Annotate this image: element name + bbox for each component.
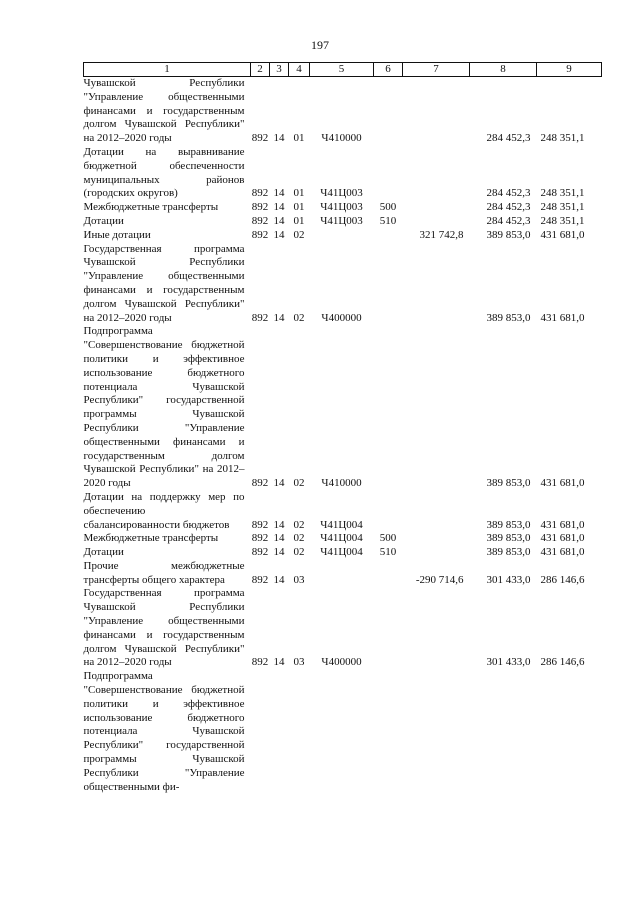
cell-name: Дотации [83,214,124,227]
table-row [84,215,602,229]
cell-subsection: 03 [293,573,305,586]
table-row [84,243,602,326]
cell-amount-7 [403,325,470,491]
cell-amount-8 [470,670,537,794]
column-header-8: 8 [470,63,537,77]
cell-amount-9: 431 681,0 [540,532,585,545]
cell-amount-7 [403,670,470,794]
cell-target-article [310,670,374,794]
cell-section: 14 [273,573,285,586]
cell-amount-8: 389 853,0 [486,518,531,531]
column-header-2: 2 [251,63,270,77]
column-header-3: 3 [270,63,289,77]
cell-target-article: Ч41Ц004 [320,532,363,545]
cell-amount-7 [403,146,470,201]
cell-amount-8: 284 452,3 [486,214,531,227]
cell-ministry: 892 [251,518,269,531]
cell-section: 14 [273,214,285,227]
cell-subsection: 01 [293,187,305,200]
cell-subsection: 02 [293,477,305,490]
table-body [84,77,602,795]
table-row [84,491,602,532]
cell-expense-type [374,229,403,243]
page-number: 197 [311,38,329,52]
cell-expense-type: 510 [379,214,397,227]
cell-name: Подпрограмма "Совершенствование бюджетной политики и эффективное использование бюджетного потенциала Чувашской Республики" государственной программы Чувашской Республики "Управление общественными фи- [83,670,245,793]
cell-subsection: 01 [293,201,305,214]
cell-amount-7 [403,587,470,670]
table-row [84,325,602,491]
cell-target-article: Ч400000 [321,656,362,669]
cell-amount-8: 284 452,3 [486,201,531,214]
cell-name: Дотации [83,546,124,559]
cell-section: 14 [273,656,285,669]
cell-expense-type [374,325,403,491]
cell-section: 14 [273,187,285,200]
column-header-7: 7 [403,63,470,77]
cell-section: 14 [273,477,285,490]
cell-target-article [310,229,374,243]
cell-name: Дотации на выравнивание бюджетной обеспеченности муниципальных районов (городских округов) [83,145,245,200]
cell-ministry: 892 [251,214,269,227]
cell-amount-8: 284 452,3 [486,132,531,145]
cell-target-article: Ч41Ц003 [320,201,363,214]
cell-expense-type: 510 [379,546,397,559]
cell-expense-type: 500 [379,201,397,214]
budget-table [83,62,602,794]
cell-amount-7 [403,546,470,560]
cell-subsection: 03 [293,656,305,669]
cell-ministry [251,670,270,794]
cell-subsection: 02 [293,546,305,559]
cell-amount-7 [403,77,470,146]
cell-expense-type [374,77,403,146]
cell-name: Подпрограмма "Совершенствование бюджетной политики и эффективное использование бюджетного потенциала Чувашской Республики" государственной программы Чувашской Республики "Управление общественными финансами и государственным долгом Чувашской Республики" на 2012–2020 годы [83,325,245,490]
cell-name: Прочие межбюджетные трансферты общего характера [83,559,245,586]
table-row [84,201,602,215]
cell-section [270,670,289,794]
cell-expense-type [374,587,403,670]
column-header-5: 5 [310,63,374,77]
cell-section: 14 [273,132,285,145]
cell-subsection: 02 [293,518,305,531]
cell-section: 14 [273,546,285,559]
cell-subsection [289,670,310,794]
table-row [84,146,602,201]
column-header-9: 9 [537,63,602,77]
cell-amount-8: 389 853,0 [486,311,531,324]
cell-ministry: 892 [251,187,269,200]
cell-expense-type [374,560,403,588]
cell-ministry: 892 [251,573,269,586]
cell-ministry: 892 [251,311,269,324]
cell-amount-9: 248 351,1 [540,132,585,145]
cell-amount-9: 431 681,0 [540,477,585,490]
cell-ministry: 892 [251,656,269,669]
cell-expense-type [374,670,403,794]
table-row [84,229,602,243]
cell-expense-type [374,146,403,201]
cell-amount-8: 301 433,0 [486,656,531,669]
cell-section: 14 [273,201,285,214]
cell-subsection: 02 [293,311,305,324]
cell-name: Иные дотации [83,228,151,241]
table-row [84,532,602,546]
cell-amount-7: 321 742,8 [419,228,464,241]
cell-expense-type: 500 [379,532,397,545]
cell-amount-9: 431 681,0 [540,546,585,559]
cell-amount-7 [403,201,470,215]
cell-expense-type [374,243,403,326]
cell-amount-9: 248 351,1 [540,214,585,227]
table-row [84,546,602,560]
cell-target-article: Ч41Ц004 [320,518,363,531]
cell-amount-7 [403,532,470,546]
table-row [84,77,602,146]
cell-expense-type [374,491,403,532]
table-row [84,670,602,794]
cell-section: 14 [273,228,285,241]
cell-target-article [310,560,374,588]
header-row [84,63,602,77]
cell-ministry: 892 [251,477,269,490]
cell-section: 14 [273,518,285,531]
column-header-4: 4 [289,63,310,77]
cell-amount-8: 284 452,3 [486,187,531,200]
cell-amount-9: 286 146,6 [540,573,585,586]
cell-name: Межбюджетные трансферты [83,201,219,214]
cell-subsection: 01 [293,132,305,145]
cell-amount-8: 389 853,0 [486,228,531,241]
cell-name: Государственная программа Чувашской Республики "Управление общественными финансами и государственным долгом Чувашской Республики" на 2012–2020 годы [83,242,245,324]
cell-amount-9: 431 681,0 [540,518,585,531]
cell-subsection: 02 [293,228,305,241]
table-header [84,63,602,77]
cell-target-article: Ч410000 [321,132,362,145]
cell-name: Межбюджетные трансферты [83,532,219,545]
column-header-6: 6 [374,63,403,77]
table-row [84,560,602,588]
cell-amount-9 [537,670,602,794]
cell-amount-9: 248 351,1 [540,187,585,200]
cell-amount-8: 301 433,0 [486,573,531,586]
cell-ministry: 892 [251,532,269,545]
cell-section: 14 [273,532,285,545]
cell-target-article: Ч410000 [321,477,362,490]
cell-amount-7: -290 714,6 [415,573,464,586]
cell-name: Дотации на поддержку мер по обеспечению сбалансированности бюджетов [83,490,245,531]
cell-ministry: 892 [251,132,269,145]
cell-amount-9: 248 351,1 [540,201,585,214]
cell-ministry: 892 [251,201,269,214]
column-header-1: 1 [84,63,251,77]
table-row [84,587,602,670]
cell-subsection: 01 [293,214,305,227]
cell-name: Государственная программа Чувашской Республики "Управление общественными финансами и государственным долгом Чувашской Республики" на 2012–2020 годы [83,587,245,669]
cell-name: Чувашской Республики "Управление общественными финансами и государственным долгом Чувашской Республики" на 2012–2020 годы [83,77,245,145]
cell-amount-8: 389 853,0 [486,477,531,490]
cell-amount-7 [403,243,470,326]
cell-target-article: Ч41Ц004 [320,546,363,559]
cell-ministry: 892 [251,546,269,559]
cell-amount-9: 431 681,0 [540,228,585,241]
cell-amount-9: 431 681,0 [540,311,585,324]
cell-amount-9: 286 146,6 [540,656,585,669]
cell-target-article: Ч41Ц003 [320,187,363,200]
cell-amount-7 [403,491,470,532]
cell-target-article: Ч400000 [321,311,362,324]
cell-amount-8: 389 853,0 [486,546,531,559]
cell-amount-7 [403,215,470,229]
cell-ministry: 892 [251,228,269,241]
cell-target-article: Ч41Ц003 [320,214,363,227]
cell-amount-8: 389 853,0 [486,532,531,545]
cell-subsection: 02 [293,532,305,545]
cell-section: 14 [273,311,285,324]
